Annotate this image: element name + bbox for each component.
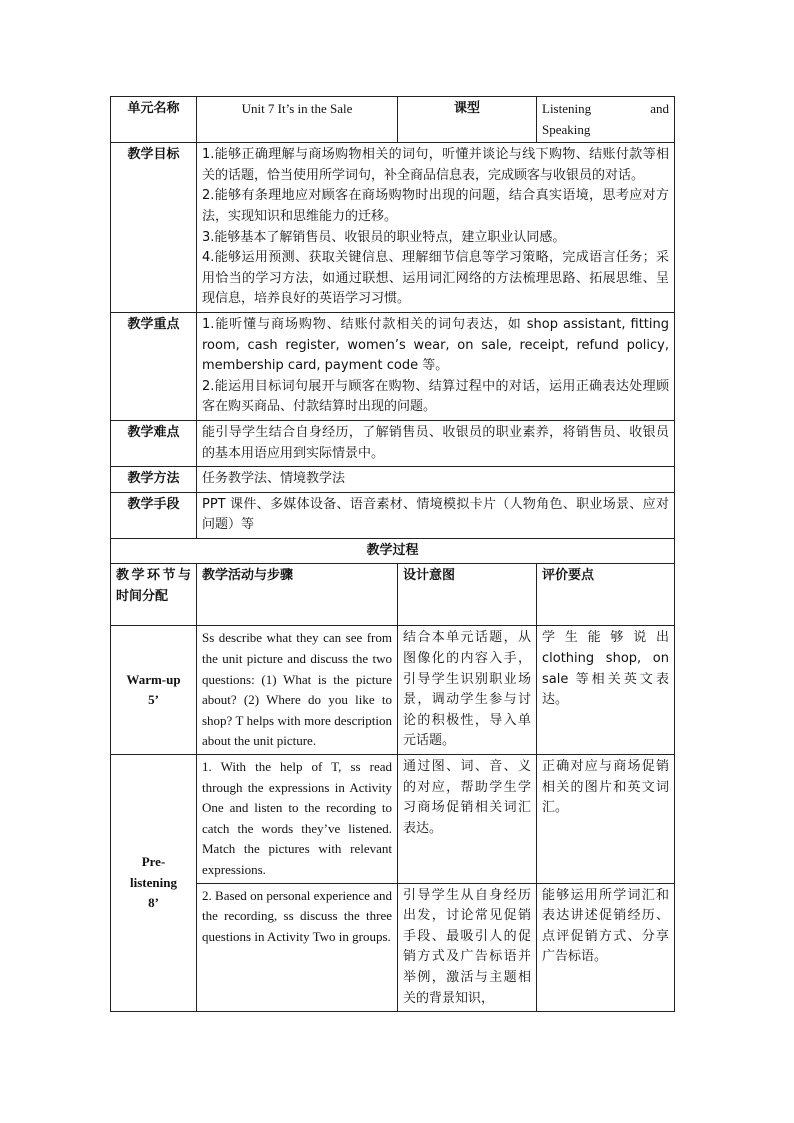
unit-label: 单元名称 bbox=[111, 97, 197, 143]
warmup-eval: 学生能够说出 clothing shop, on sale 等相关英文表达。 bbox=[537, 626, 675, 755]
methods-content: 任务教学法、情境教学法 bbox=[197, 467, 675, 493]
warmup-intent: 结合本单元话题，从图像化的内容入手，引导学生识别职业场景，调动学生参与讨论的积极性，导入单元话题。 bbox=[398, 626, 537, 755]
objective-item: 2.能够有条理地应对顾客在商场购物时出现的问题，结合真实语境，思考应对方法，实现知识和思维能力的迁移。 bbox=[202, 188, 669, 224]
difficulties-row bbox=[111, 420, 675, 466]
type-label: 课型 bbox=[398, 97, 537, 143]
unit-value: Unit 7 It’s in the Sale bbox=[197, 97, 398, 143]
prelistening-intent-2: 引导学生从自身经历出发，讨论常见促销手段、最吸引人的促销方式及广告标语并举例，激活与主题相关的背景知识， bbox=[398, 883, 537, 1012]
col-stage-header: 教学环节与时间分配 bbox=[111, 564, 197, 626]
methods-row bbox=[111, 467, 675, 493]
key-point-item: 2.能运用目标词句展开与顾客在购物、结算过程中的对话，运用正确表达处理顾客在购买商品、付款结算时出现的问题。 bbox=[202, 378, 669, 415]
lesson-plan-table bbox=[110, 96, 675, 1012]
warmup-stage bbox=[111, 626, 197, 755]
unit-row bbox=[111, 97, 675, 143]
objective-item: 3.能够基本了解销售员、收银员的职业特点，建立职业认同感。 bbox=[202, 229, 566, 245]
prelistening-row-1 bbox=[111, 755, 675, 884]
objective-item: 4.能够运用预测、获取关键信息、理解细节信息等学习策略，完成语言任务；采用恰当的学习方法，如通过联想、运用词汇网络的方法梳理思路、拓展思维、呈现信息，培养良好的英语学习习惯。 bbox=[202, 250, 669, 307]
objective-item: 1.能够正确理解与商场购物相关的词句，听懂并谈论与线下购物、结账付款等相关的话题，恰当使用所学词句，补全商品信息表，完成顾客与收银员的对话。 bbox=[202, 147, 669, 183]
type-value-part-2: and bbox=[650, 101, 669, 116]
objectives-content bbox=[197, 143, 675, 313]
warmup-stage-time: 5’ bbox=[148, 692, 159, 708]
objectives-label: 教学目标 bbox=[111, 143, 197, 313]
type-value bbox=[537, 97, 675, 143]
prelistening-stage-name-2: listening bbox=[130, 874, 177, 890]
prelistening-intent-1: 通过图、词、音、义的对应，帮助学生学习商场促销相关词汇表达。 bbox=[398, 755, 537, 884]
methods-label: 教学方法 bbox=[111, 467, 197, 493]
means-label: 教学手段 bbox=[111, 492, 197, 538]
difficulties-label: 教学难点 bbox=[111, 420, 197, 466]
means-content: PPT 课件、多媒体设备、语音素材、情境模拟卡片（人物角色、职业场景、应对问题）等 bbox=[197, 492, 675, 538]
prelistening-stage-name-1: Pre- bbox=[141, 854, 166, 870]
col-eval-header: 评价要点 bbox=[537, 564, 675, 626]
prelistening-eval-2: 能够运用所学词汇和表达讲述促销经历、点评促销方式、分享广告标语。 bbox=[537, 883, 675, 1012]
col-activity-header: 教学活动与步骤 bbox=[197, 564, 398, 626]
difficulties-content: 能引导学生结合自身经历，了解销售员、收银员的职业素养，将销售员、收银员的基本用语应用到实际情景中。 bbox=[197, 420, 675, 466]
means-row bbox=[111, 492, 675, 538]
key-points-content bbox=[197, 312, 675, 420]
warmup-stage-name: Warm-up bbox=[126, 671, 181, 687]
warmup-row bbox=[111, 626, 675, 755]
process-title-row bbox=[111, 538, 675, 564]
key-point-item: 1.能听懂与商场购物、结账付款相关的词句表达，如 shop assistant, fitting room, cash register, women’s wear, on sale, receipt, refund policy, membership card, payment code 等。 bbox=[202, 316, 669, 374]
prelistening-activity-2: 2. Based on personal experience and the recording, ss discuss the three questions in Activity Two in groups. bbox=[197, 883, 398, 1012]
type-value-part-3: Speaking bbox=[542, 121, 591, 137]
warmup-activity: Ss describe what they can see from the unit picture and discuss the two questions: (1) What is the picture about? (2) Where do you like to shop? T helps with more description about the unit picture. bbox=[197, 626, 398, 755]
objectives-row bbox=[111, 143, 675, 313]
type-value-part-1: Listening bbox=[542, 101, 592, 116]
prelistening-stage-time: 8’ bbox=[148, 895, 159, 911]
prelistening-eval-1: 正确对应与商场促销相关的图片和英文词汇。 bbox=[537, 755, 675, 884]
prelistening-stage bbox=[111, 755, 197, 1012]
process-title: 教学过程 bbox=[111, 538, 675, 564]
process-header-row bbox=[111, 564, 675, 626]
prelistening-activity-1: 1. With the help of T, ss read through the expressions in Activity One and listen to the recording to catch the words they’ve listened. Match the pictures with relevant expressions. bbox=[197, 755, 398, 884]
col-intent-header: 设计意图 bbox=[398, 564, 537, 626]
key-points-row bbox=[111, 312, 675, 420]
key-points-label: 教学重点 bbox=[111, 312, 197, 420]
